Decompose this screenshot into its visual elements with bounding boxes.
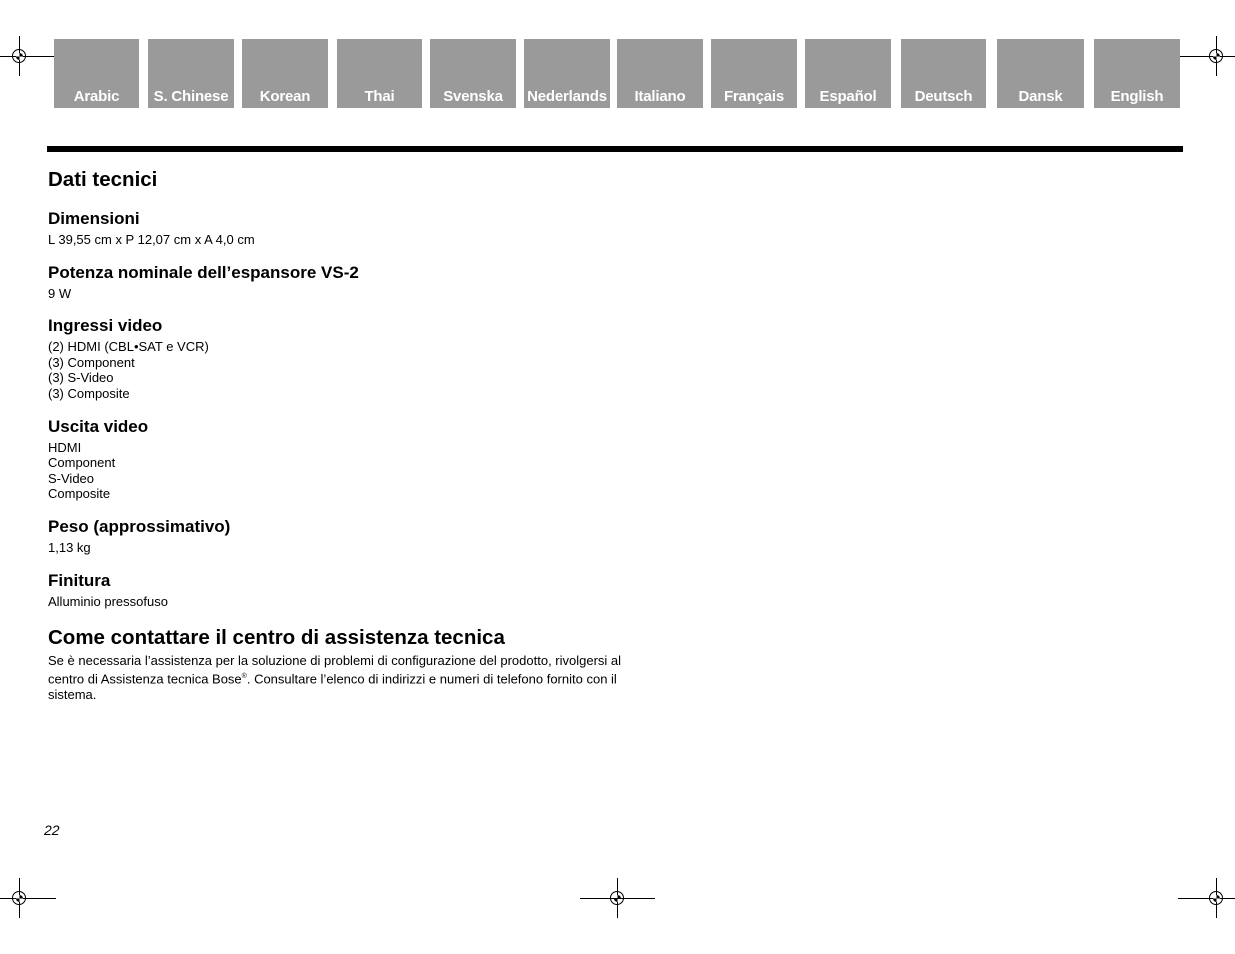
spec-value: (2) HDMI (CBL•SAT e VCR) bbox=[48, 339, 209, 355]
spec-section-weight bbox=[48, 516, 688, 556]
spec-value: L 39,55 cm x P 12,07 cm x A 4,0 cm bbox=[48, 232, 255, 247]
tab-francais[interactable]: Français bbox=[711, 39, 797, 108]
spec-value: (3) S-Video bbox=[48, 370, 114, 386]
section-heading: Finitura bbox=[48, 570, 111, 590]
spec-list bbox=[48, 339, 688, 401]
registered-mark: ® bbox=[241, 672, 247, 680]
section-heading: Peso (approssimativo) bbox=[48, 516, 231, 536]
main-content bbox=[48, 166, 688, 702]
spec-value: Composite bbox=[48, 486, 111, 502]
section-heading: Potenza nominale dell’espansore VS-2 bbox=[48, 262, 359, 282]
tab-espanol[interactable]: Español bbox=[805, 39, 891, 108]
spec-section-power bbox=[48, 262, 688, 302]
contact-paragraph bbox=[48, 653, 688, 702]
contact-text: centro di Assistenza tecnica Bose bbox=[48, 671, 242, 687]
language-tab-bar bbox=[54, 39, 1180, 108]
crop-line bbox=[36, 56, 54, 57]
registration-mark-icon bbox=[1196, 36, 1235, 76]
spec-value: (3) Component bbox=[48, 354, 135, 370]
crop-line bbox=[1178, 898, 1198, 899]
spec-section-video-output bbox=[48, 416, 688, 502]
spec-value: (3) Composite bbox=[48, 385, 130, 401]
tab-deutsch[interactable]: Deutsch bbox=[901, 39, 986, 108]
contact-line bbox=[48, 669, 688, 687]
spec-section-video-inputs bbox=[48, 315, 688, 401]
spec-section-finish bbox=[48, 570, 688, 610]
crop-line bbox=[580, 898, 655, 899]
spec-value: 1,13 kg bbox=[48, 539, 91, 555]
spec-value: Alluminio pressofuso bbox=[48, 593, 168, 609]
crop-line bbox=[36, 898, 56, 899]
spec-section-dimensions bbox=[48, 208, 688, 248]
tab-dansk[interactable]: Dansk bbox=[997, 39, 1084, 108]
section-heading: Uscita video bbox=[48, 416, 149, 436]
spec-list bbox=[48, 440, 688, 502]
registration-mark-icon bbox=[0, 36, 39, 76]
section-heading: Dimensioni bbox=[48, 209, 140, 228]
contact-text: . Consultare l’elenco di indirizzi e numeri di telefono fornito con il bbox=[246, 671, 617, 687]
contact-heading: Come contattare il centro di assistenza tecnica bbox=[48, 626, 505, 650]
header-rule bbox=[47, 146, 1183, 152]
page-number: 22 bbox=[44, 822, 60, 838]
tab-nederlands[interactable]: Nederlands bbox=[524, 39, 610, 108]
spec-value: S-Video bbox=[48, 470, 95, 486]
tab-italiano[interactable]: Italiano bbox=[617, 39, 703, 108]
registration-mark-icon bbox=[0, 878, 39, 918]
tab-svenska[interactable]: Svenska bbox=[430, 39, 516, 108]
contact-line: Se è necessaria l’assistenza per la soluzione di problemi di configurazione del prodotto, rivolgersi al bbox=[48, 653, 622, 669]
page-title: Dati tecnici bbox=[48, 168, 158, 191]
tab-s-chinese[interactable]: S. Chinese bbox=[148, 39, 234, 108]
crop-line bbox=[1180, 56, 1198, 57]
section-heading: Ingressi video bbox=[48, 316, 163, 336]
contact-line: sistema. bbox=[48, 686, 97, 702]
tab-english[interactable]: English bbox=[1094, 39, 1180, 108]
tab-arabic[interactable]: Arabic bbox=[54, 39, 139, 108]
spec-value: Component bbox=[48, 455, 116, 471]
tab-korean[interactable]: Korean bbox=[242, 39, 328, 108]
tab-thai[interactable]: Thai bbox=[337, 39, 422, 108]
spec-value: 9 W bbox=[48, 285, 72, 301]
spec-value: HDMI bbox=[48, 439, 82, 455]
registration-mark-icon bbox=[1196, 878, 1235, 918]
